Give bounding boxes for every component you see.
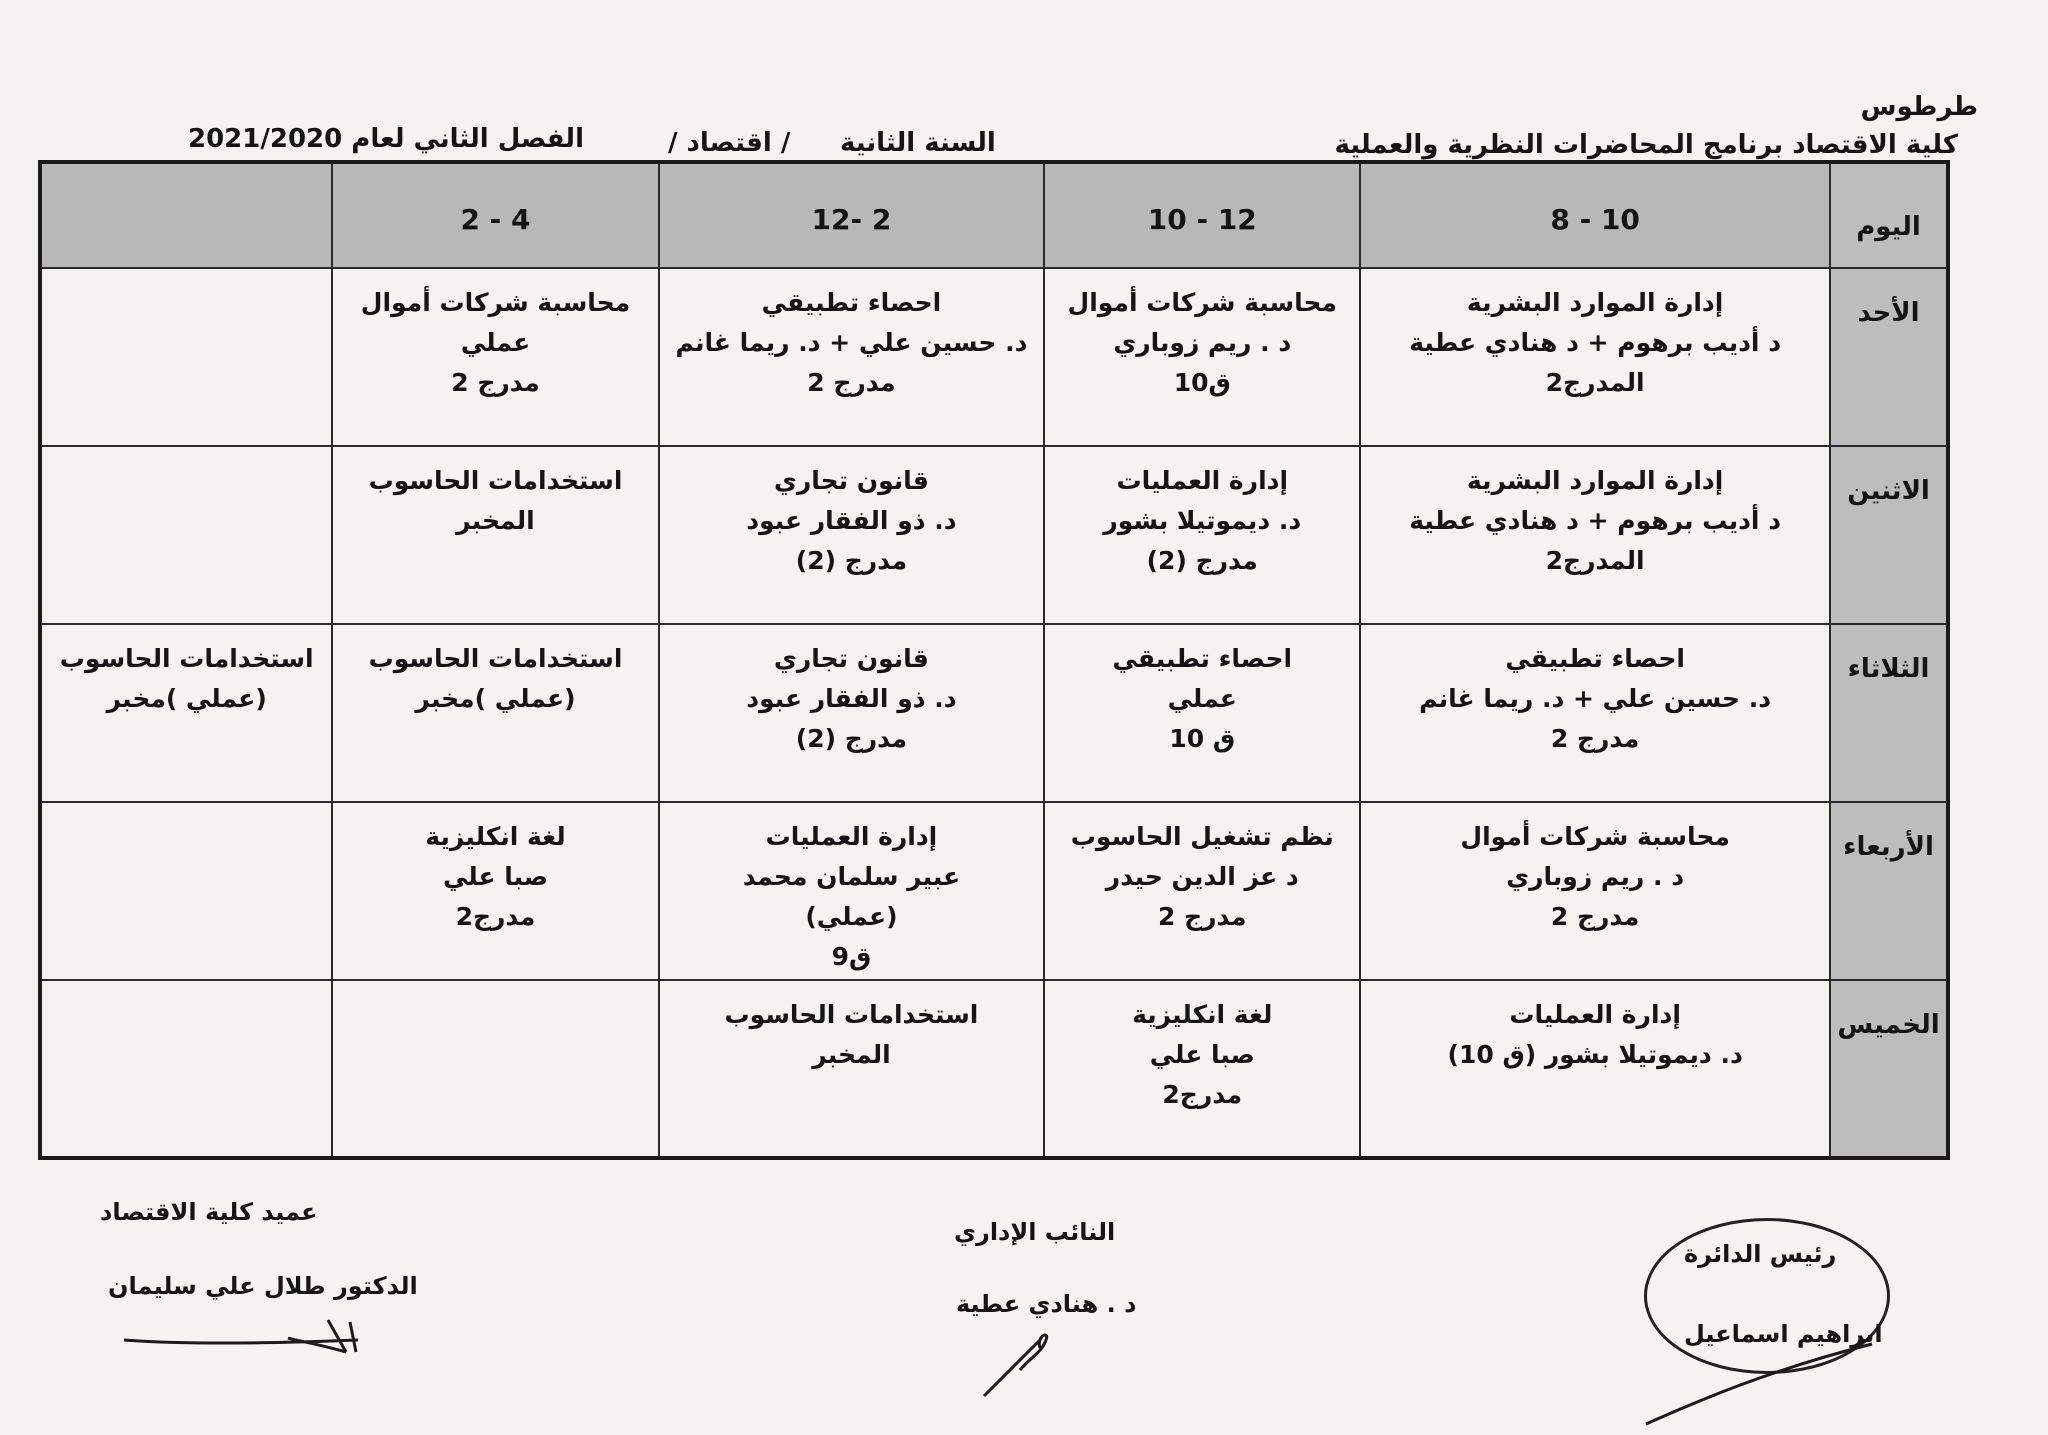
cell-line: د . ريم زوباري [1113,328,1292,357]
schedule-cell [1360,980,1830,1158]
schedule-table [38,160,1950,1160]
deputy-title: النائب الإداري [954,1218,1116,1246]
schedule-cell [1360,268,1830,446]
day-label: الثلاثاء [1830,624,1948,802]
schedule-cell [332,980,658,1158]
cell-line: د عز الدين حيدر [1105,862,1299,891]
schedule-cell [1044,802,1360,980]
cell-line: صبا علي [442,862,548,891]
schedule-cell [40,980,332,1158]
cell-line: د. حسين علي + د. ريما غانم [675,328,1028,357]
cell-line: مدرج (2) [795,546,908,575]
cell-line: د. ذو الفقار عبود [746,684,957,713]
schedule-cell [1044,980,1360,1158]
cell-line: مدرج 2 [1158,902,1247,931]
cell-line: احصاء تطبيقي [1505,644,1685,673]
schedule-cell [1044,268,1360,446]
cell-line: ق 10 [1169,724,1236,753]
table-row [40,980,1948,1158]
schedule-cell [659,624,1045,802]
cell-line: نظم تشغيل الحاسوب [1070,822,1334,851]
schedule-cell [1360,624,1830,802]
cell-line: إدارة العمليات [1116,466,1289,495]
schedule-cell [1360,802,1830,980]
cell-line: د. ديموتيلا بشور (ق 10) [1447,1040,1743,1069]
cell-line: مدرج 2 [451,368,540,397]
cell-line: استخدامات الحاسوب [724,1000,979,1029]
schedule-cell [332,268,658,446]
cell-line: عبير سلمان محمد [742,862,961,891]
cell-line: إدارة الموارد البشرية [1466,466,1724,495]
table-row [40,624,1948,802]
cell-line: إدارة العمليات [1509,1000,1681,1029]
cell-line: المخبر [456,506,535,535]
cell-line: مدرج (2) [795,724,908,753]
schedule-cell [40,802,332,980]
year-label: السنة الثانية [840,128,996,158]
university-name: طرطوس [1860,92,1978,122]
schedule-cell [40,624,332,802]
cell-line: المدرج2 [1545,368,1645,397]
schedule-cell [40,446,332,624]
table-header-row [40,162,1948,268]
schedule-cell [1360,446,1830,624]
cell-line: د . ريم زوباري [1506,862,1685,891]
head-name: ابراهيم اسماعيل [1684,1320,1883,1348]
column-header: 12 - 10 [1044,162,1360,268]
column-header: 10 - 8 [1360,162,1830,268]
head-title: رئيس الدائرة [1684,1240,1837,1268]
cell-line: إدارة الموارد البشرية [1466,288,1724,317]
cell-line: مدرج 2 [807,368,896,397]
cell-line: استخدامات الحاسوب [368,466,623,495]
cell-line: ق10 [1173,368,1231,397]
day-label: الأحد [1830,268,1948,446]
cell-line: المدرج2 [1545,546,1645,575]
cell-line: استخدامات الحاسوب [59,644,314,673]
cell-line: محاسبة شركات أموال [1460,822,1730,851]
day-label: الخميس [1830,980,1948,1158]
column-header: 2 -12 [659,162,1045,268]
cell-line: د. ديموتيلا بشور [1103,506,1302,535]
dean-title: عميد كلية الاقتصاد [100,1198,318,1226]
cell-line: إدارة العمليات [765,822,938,851]
schedule-cell [332,802,658,980]
cell-line: د. ذو الفقار عبود [746,506,957,535]
schedule-cell [40,268,332,446]
cell-line: (عملي )مخبر [106,684,267,713]
cell-line: محاسبة شركات أموال [1067,288,1337,317]
cell-line: احصاء تطبيقي [761,288,942,317]
day-label: الأربعاء [1830,802,1948,980]
cell-line: محاسبة شركات أموال [360,288,631,317]
schedule-cell [1044,624,1360,802]
cell-line: د. حسين علي + د. ريما غانم [1419,684,1772,713]
cell-line: قانون تجاري [773,644,929,673]
schedule-cell [1044,446,1360,624]
cell-line: د أديب برهوم + د هنادي عطية [1409,328,1782,357]
table-row [40,802,1948,980]
cell-line: مدرج2 [1162,1080,1243,1109]
cell-line: (عملي )مخبر [415,684,576,713]
cell-line: احصاء تطبيقي [1112,644,1293,673]
schedule-cell [332,624,658,802]
program-title: كلية الاقتصاد برنامج المحاضرات النظرية والعملية [1334,130,1958,160]
schedule-cell [659,802,1045,980]
column-header [40,162,332,268]
cell-line: مدرج2 [455,902,536,931]
cell-line: صبا علي [1149,1040,1255,1069]
day-column-header: اليوم [1830,162,1948,268]
cell-line: استخدامات الحاسوب [368,644,623,673]
cell-line: لغة انكليزية [1132,1000,1273,1029]
schedule-cell [659,446,1045,624]
cell-line: عملي [1167,684,1237,713]
department-label: / اقتصاد / [668,128,791,158]
deputy-name: د . هنادي عطية [956,1290,1137,1318]
cell-line: عملي [460,328,531,357]
cell-line: مدرج 2 [1550,724,1640,753]
table-row [40,268,1948,446]
dean-signature [118,1300,378,1360]
schedule-cell [659,980,1045,1158]
cell-line: (عملي) [805,902,898,931]
cell-line: المخبر [812,1040,891,1069]
cell-line: ق9 [831,942,872,971]
cell-line: قانون تجاري [773,466,929,495]
table-row [40,446,1948,624]
head-signature [1640,1340,1880,1430]
semester-label: الفصل الثاني لعام 2021/2020 [188,124,584,154]
cell-line: مدرج (2) [1146,546,1258,575]
schedule-cell [332,446,658,624]
dean-name: الدكتور طلال علي سليمان [108,1272,418,1300]
column-header: 4 - 2 [332,162,658,268]
cell-line: مدرج 2 [1550,902,1640,931]
cell-line: د أديب برهوم + د هنادي عطية [1409,506,1782,535]
deputy-signature [980,1300,1080,1400]
cell-line: لغة انكليزية [425,822,566,851]
schedule-cell [659,268,1045,446]
day-label: الاثنين [1830,446,1948,624]
